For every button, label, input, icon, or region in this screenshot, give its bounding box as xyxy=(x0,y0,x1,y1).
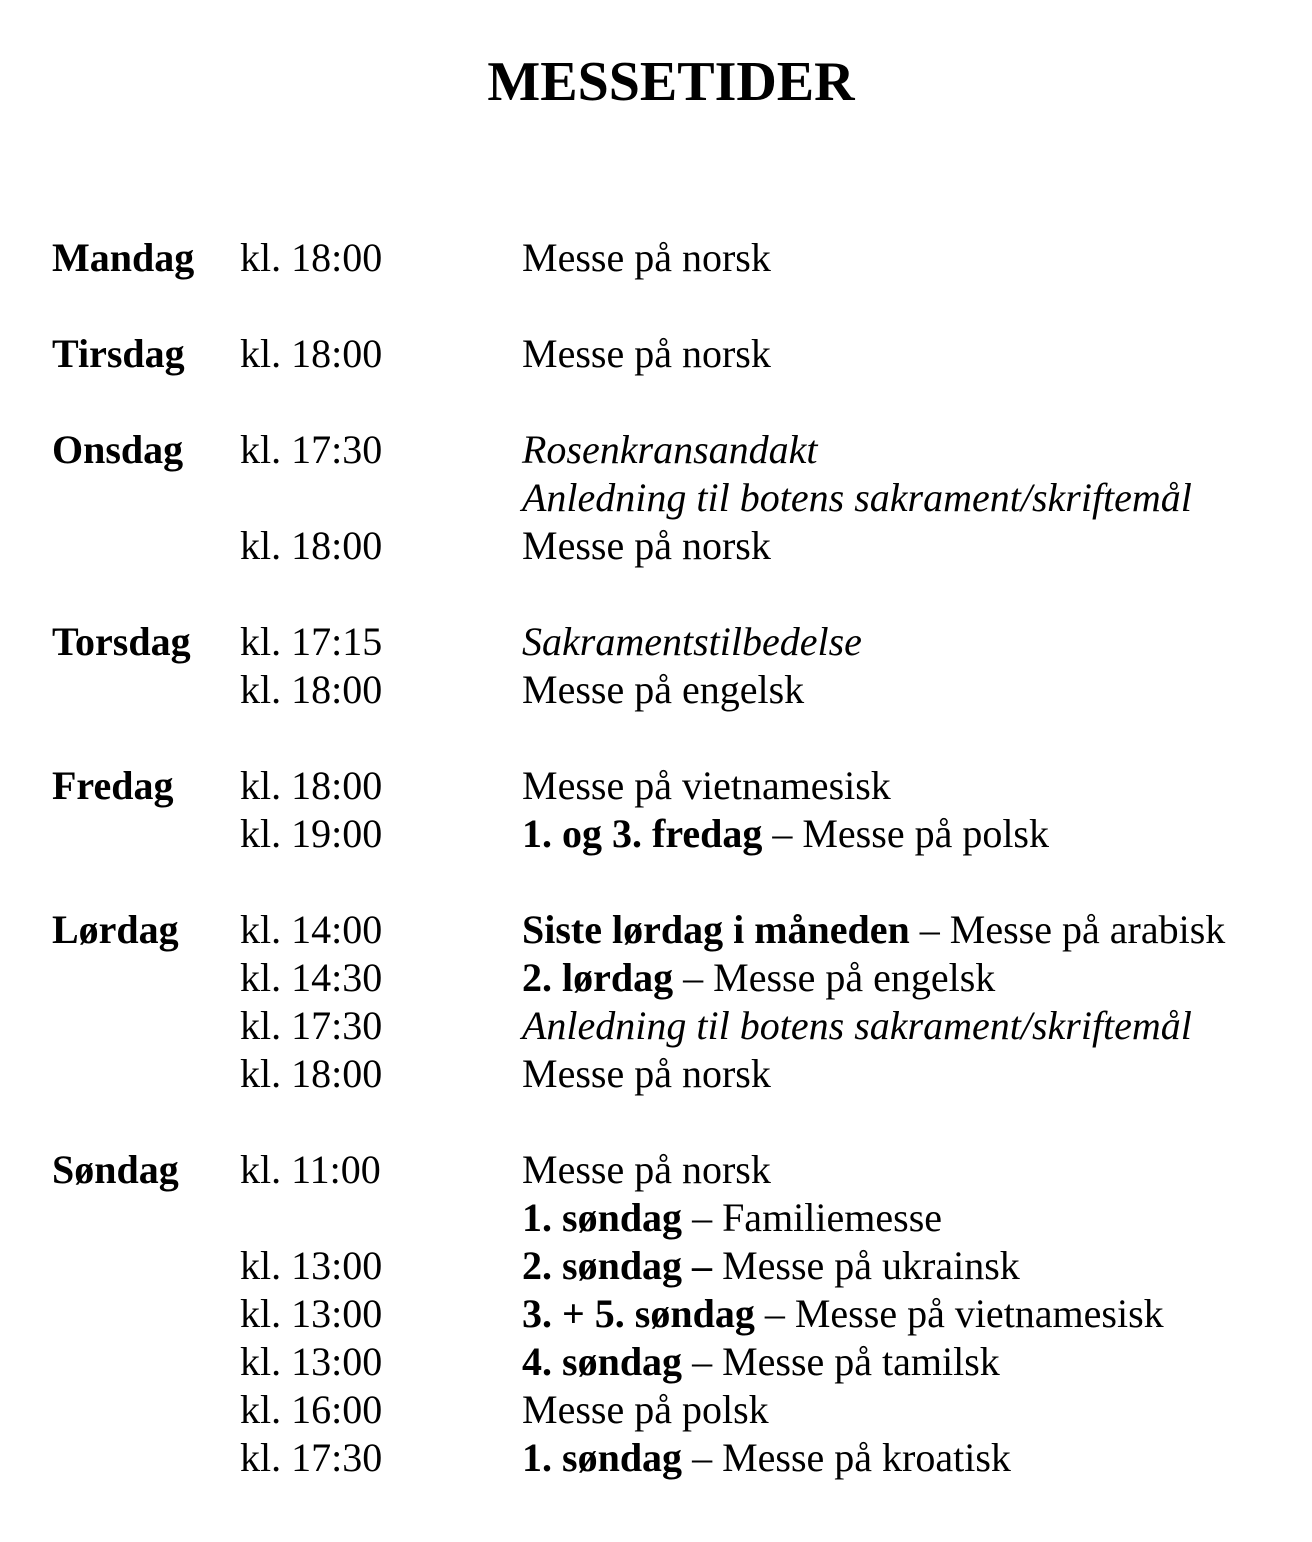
separator: – xyxy=(682,1339,723,1384)
mass-description-text: Messe på norsk xyxy=(522,235,771,280)
mass-time: kl. 18:00 xyxy=(240,331,383,376)
day-name: Lørdag xyxy=(52,907,179,952)
mass-description xyxy=(522,666,804,714)
mass-time: kl. 14:30 xyxy=(240,955,383,1000)
schedule-row xyxy=(52,618,1302,666)
mass-description-text: Messe på norsk xyxy=(522,1147,771,1192)
day-name: Torsdag xyxy=(52,619,191,664)
schedule-row xyxy=(52,1194,1302,1242)
mass-description xyxy=(522,234,771,282)
separator: – xyxy=(754,1291,795,1336)
mass-description-text: Messe på vietnamesisk xyxy=(522,763,891,808)
mass-description-text: Messe på norsk xyxy=(522,331,771,376)
mass-description-text: Messe på vietnamesisk xyxy=(794,1291,1164,1336)
mass-description-text: Messe på norsk xyxy=(522,523,771,568)
mass-description xyxy=(522,330,771,378)
mass-description xyxy=(522,618,862,666)
mass-description xyxy=(522,1290,1164,1338)
day-name: Søndag xyxy=(52,1147,179,1192)
mass-description-text: Anledning til botens sakrament/skriftemål xyxy=(522,1003,1192,1048)
mass-description-text: Messe på tamilsk xyxy=(722,1339,1000,1384)
day-name: Mandag xyxy=(52,235,195,280)
schedule-row xyxy=(52,1338,1302,1386)
occurrence-note: 1. og 3. fredag xyxy=(522,811,763,856)
occurrence-note: Siste lørdag i måneden xyxy=(522,907,910,952)
mass-time: kl. 18:00 xyxy=(240,235,383,280)
mass-time: kl. 18:00 xyxy=(240,667,383,712)
schedule-row xyxy=(52,906,1302,954)
mass-description-text: Familiemesse xyxy=(722,1195,943,1240)
mass-description xyxy=(522,1146,771,1194)
mass-schedule xyxy=(52,234,1302,1530)
schedule-row xyxy=(52,810,1302,858)
day-name: Fredag xyxy=(52,763,174,808)
occurrence-note: 2. lørdag xyxy=(522,955,674,1000)
day-group xyxy=(52,618,1302,714)
mass-time: kl. 14:00 xyxy=(240,907,383,952)
mass-description-text: Anledning til botens sakrament/skriftemål xyxy=(522,475,1192,520)
occurrence-note: 1. søndag xyxy=(522,1195,683,1240)
schedule-row xyxy=(52,666,1302,714)
mass-description-text: Messe på engelsk xyxy=(522,667,805,712)
mass-description xyxy=(522,1386,769,1434)
occurrence-note: 3. + 5. søndag xyxy=(522,1291,755,1336)
mass-description xyxy=(522,1242,1020,1290)
day-group xyxy=(52,1146,1302,1482)
schedule-row xyxy=(52,234,1302,282)
schedule-row xyxy=(52,1002,1302,1050)
day-name: Onsdag xyxy=(52,427,184,472)
schedule-row xyxy=(52,1050,1302,1098)
mass-time: kl. 18:00 xyxy=(240,763,383,808)
schedule-row xyxy=(52,426,1302,474)
mass-time: kl. 18:00 xyxy=(240,523,383,568)
page-title: MESSETIDER xyxy=(487,51,855,113)
mass-time: kl. 17:30 xyxy=(240,1003,383,1048)
schedule-row xyxy=(52,1146,1302,1194)
occurrence-note: 4. søndag xyxy=(522,1339,683,1384)
mass-description xyxy=(522,1194,942,1242)
schedule-row xyxy=(52,1386,1302,1434)
day-group xyxy=(52,762,1302,858)
mass-time: kl. 13:00 xyxy=(240,1243,383,1288)
separator: – xyxy=(682,1195,723,1240)
occurrence-note: 1. søndag xyxy=(522,1435,683,1480)
day-group xyxy=(52,234,1302,282)
separator: – xyxy=(673,955,714,1000)
mass-time: kl. 11:00 xyxy=(240,1147,381,1192)
day-name: Tirsdag xyxy=(52,331,185,376)
mass-time: kl. 13:00 xyxy=(240,1339,383,1384)
mass-description xyxy=(522,954,995,1002)
mass-description-text: Messe på kroatisk xyxy=(722,1435,1011,1480)
mass-description-text: Messe på norsk xyxy=(522,1051,771,1096)
mass-description-text: Rosenkransandakt xyxy=(522,427,818,472)
schedule-row xyxy=(52,1242,1302,1290)
schedule-row xyxy=(52,954,1302,1002)
separator: – xyxy=(682,1435,723,1480)
occurrence-note: 2. søndag – xyxy=(522,1243,713,1288)
mass-description-text: Messe på engelsk xyxy=(713,955,996,1000)
mass-description xyxy=(522,474,1192,522)
mass-description xyxy=(522,906,1225,954)
mass-description-text: Messe på polsk xyxy=(522,1387,769,1432)
mass-description xyxy=(522,1434,1011,1482)
mass-time: kl. 19:00 xyxy=(240,811,383,856)
mass-description xyxy=(522,426,818,474)
schedule-row xyxy=(52,1434,1302,1482)
mass-description xyxy=(522,762,891,810)
mass-time: kl. 17:30 xyxy=(240,427,383,472)
schedule-row xyxy=(52,522,1302,570)
mass-time: kl. 18:00 xyxy=(240,1051,383,1096)
schedule-row xyxy=(52,330,1302,378)
mass-description xyxy=(522,1002,1192,1050)
day-group xyxy=(52,426,1302,570)
schedule-row xyxy=(52,474,1302,522)
mass-time: kl. 16:00 xyxy=(240,1387,383,1432)
schedule-row xyxy=(52,1290,1302,1338)
separator xyxy=(712,1243,722,1288)
schedule-row xyxy=(52,762,1302,810)
mass-description-text: Messe på ukrainsk xyxy=(722,1243,1020,1288)
mass-description-text: Sakramentstilbedelse xyxy=(522,619,862,664)
mass-time: kl. 17:15 xyxy=(240,619,383,664)
mass-description-text: Messe på arabisk xyxy=(949,907,1226,952)
mass-time: kl. 13:00 xyxy=(240,1291,383,1336)
separator: – xyxy=(909,907,950,952)
mass-description xyxy=(522,810,1049,858)
day-group xyxy=(52,906,1302,1098)
mass-time: kl. 17:30 xyxy=(240,1435,383,1480)
mass-description xyxy=(522,1050,771,1098)
mass-description xyxy=(522,522,771,570)
separator: – xyxy=(762,811,803,856)
mass-description-text: Messe på polsk xyxy=(802,811,1049,856)
mass-description xyxy=(522,1338,1000,1386)
day-group xyxy=(52,330,1302,378)
